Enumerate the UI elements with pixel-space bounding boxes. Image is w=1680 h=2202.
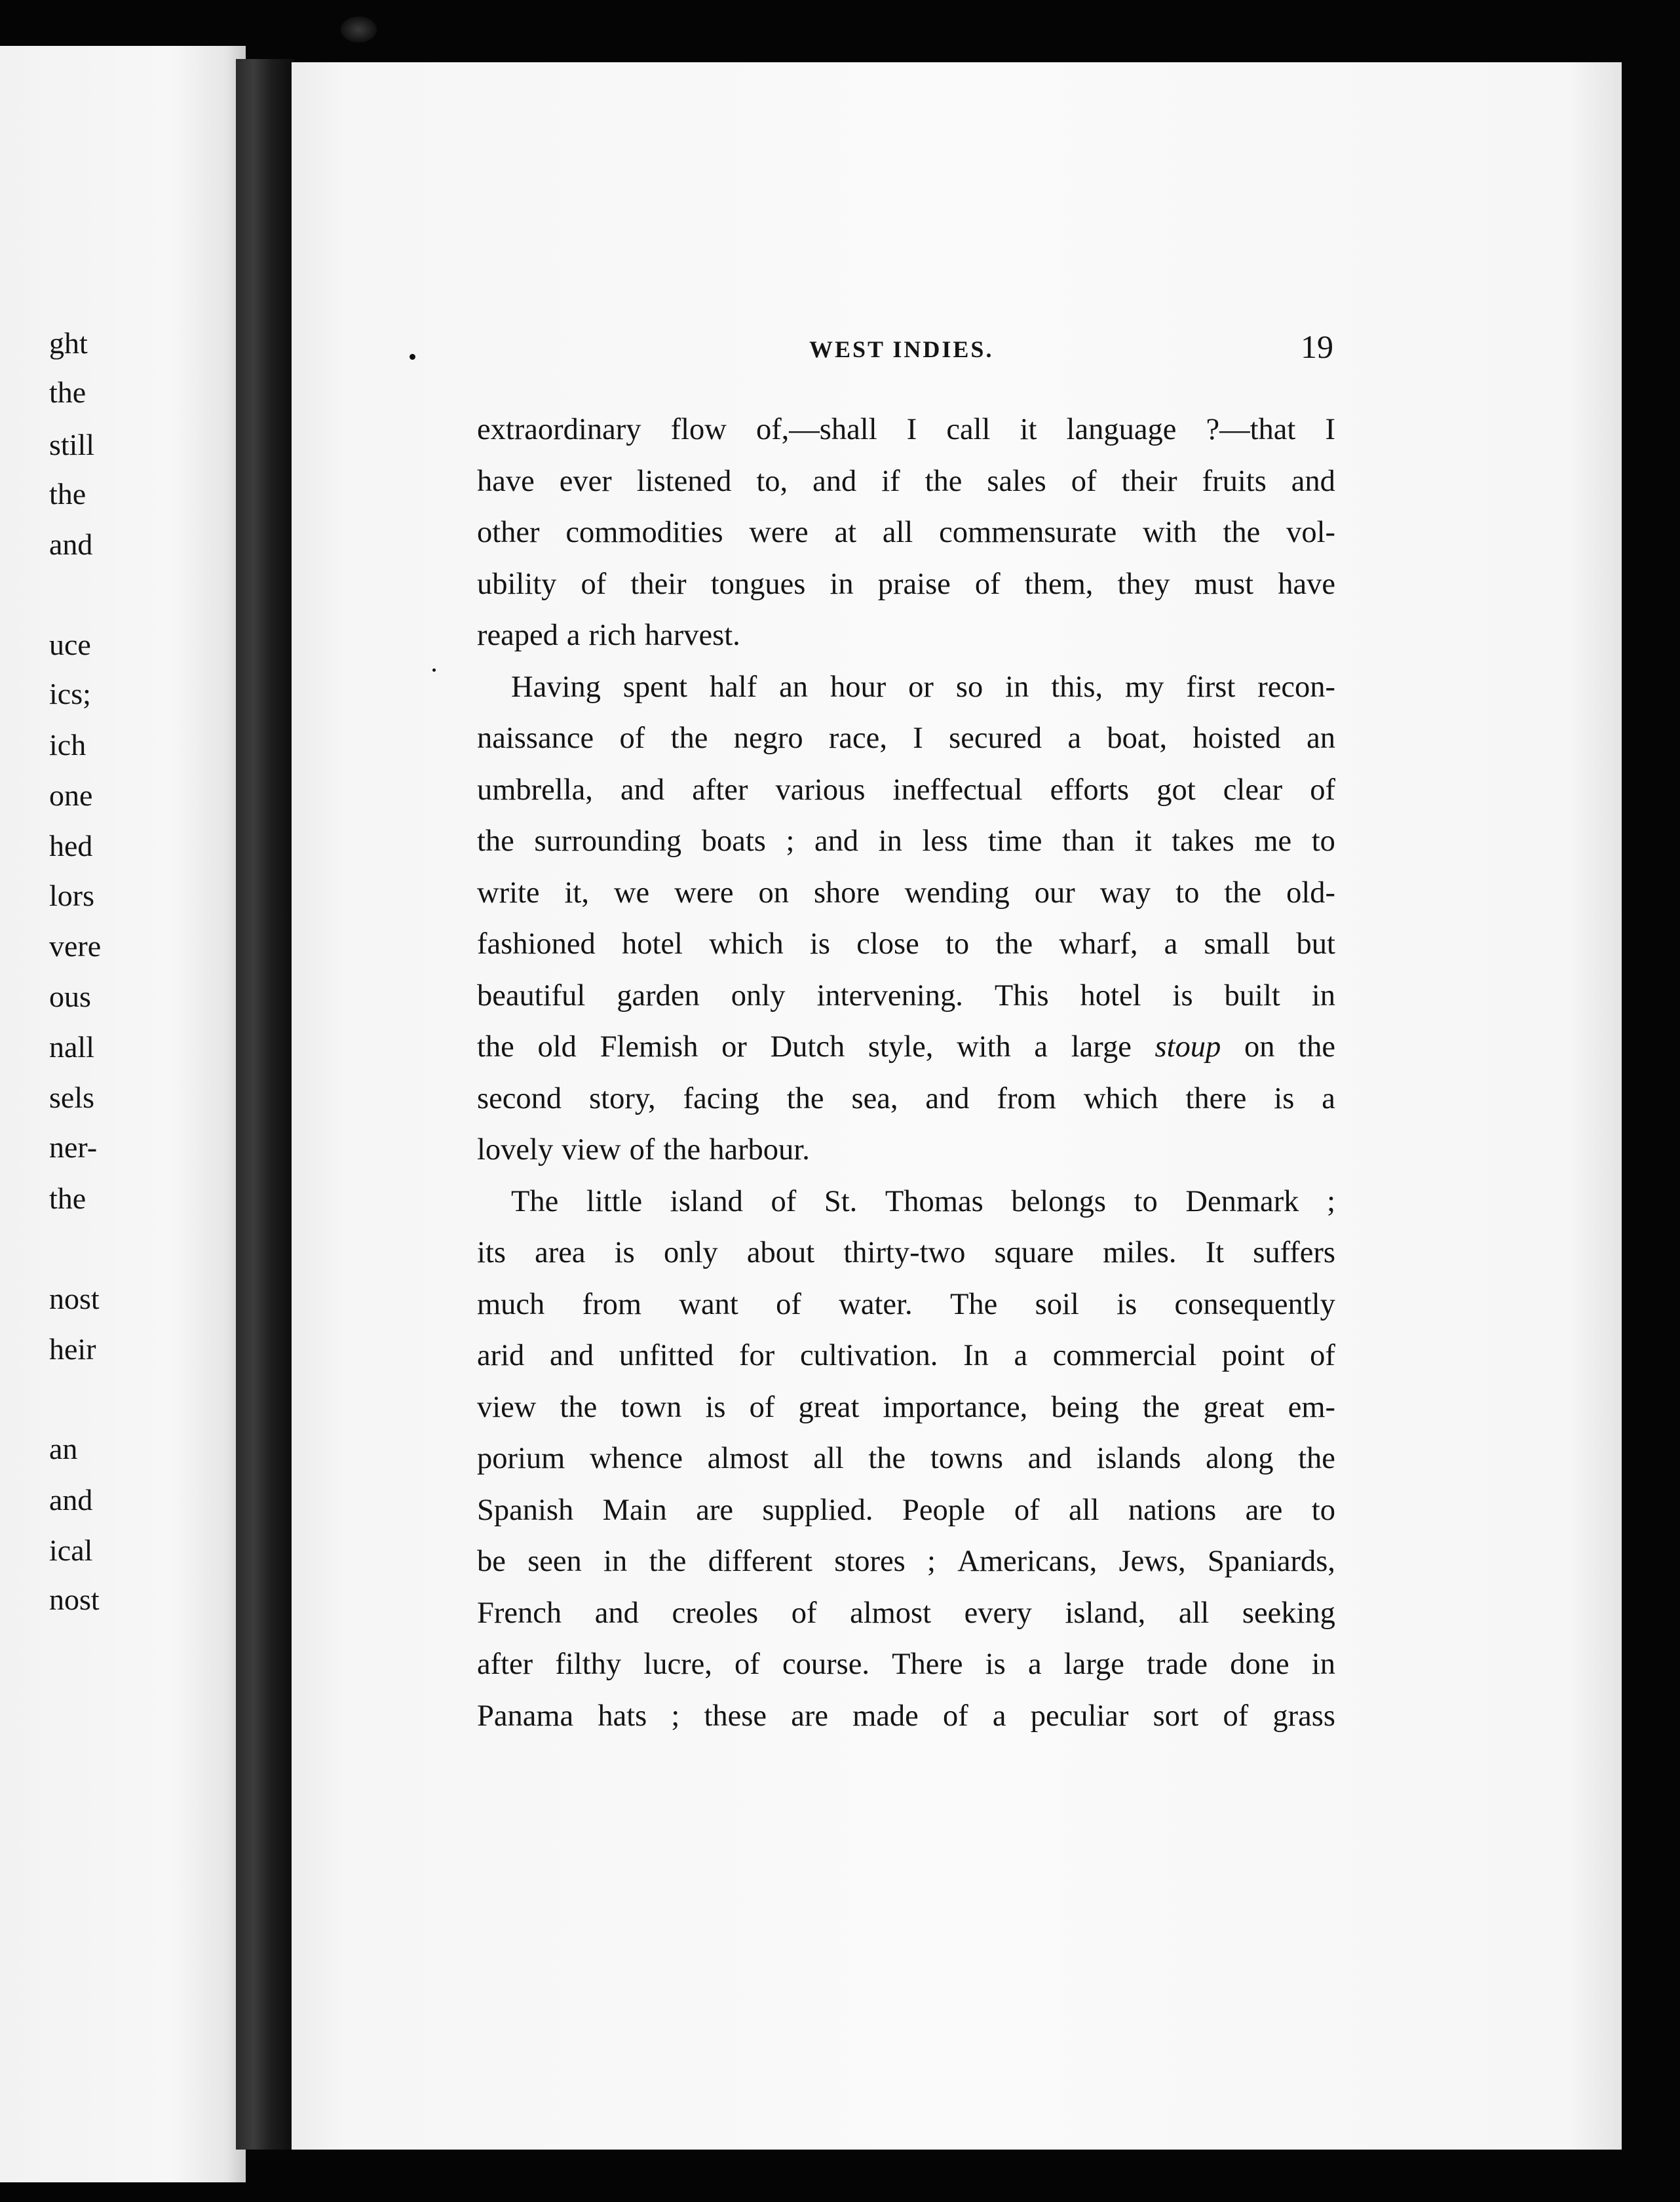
facing-page-fragment: the <box>49 477 86 511</box>
facing-page-fragment: and <box>49 528 93 561</box>
text-line: write it, we were on shore wending our way to the old- <box>477 876 1335 910</box>
facing-page-fragment: still <box>49 428 95 461</box>
facing-page-fragment: nost <box>49 1282 100 1315</box>
facing-page <box>0 46 246 2182</box>
text-line: The little island of St. Thomas belongs to Denmark ; <box>511 1184 1335 1218</box>
text-line: beautiful garden only intervening. This hotel is built in <box>477 978 1335 1013</box>
text-line: extraordinary flow of,—shall I call it language ?—that I <box>477 413 1335 446</box>
body-text <box>477 404 1335 1742</box>
facing-page-fragment: and <box>49 1483 93 1516</box>
facing-page-fragment: the <box>49 376 86 409</box>
facing-page-fragment: one <box>49 779 93 812</box>
facing-page-fragment: ous <box>49 980 91 1013</box>
facing-page-fragment: ner- <box>49 1130 98 1164</box>
text-line: its area is only about thirty-two square miles. It suffers <box>477 1236 1335 1269</box>
text-line: view the town is of great importance, being the great em- <box>477 1390 1335 1424</box>
book-page <box>292 62 1622 2150</box>
facing-page-fragment: heir <box>49 1332 96 1366</box>
text-line: much from want of water. The soil is consequently <box>477 1287 1335 1321</box>
facing-page-fragment: ical <box>49 1534 93 1567</box>
facing-page-fragment: uce <box>49 628 91 661</box>
text-line: Spanish Main are supplied. People of all nations are to <box>477 1493 1335 1527</box>
text-line: second story, facing the sea, and from which there is a <box>477 1081 1335 1115</box>
text-line: have ever listened to, and if the sales of their fruits and <box>477 464 1335 498</box>
facing-page-fragment: an <box>49 1432 78 1465</box>
text-line: arid and unfitted for cultivation. In a commercial point of <box>477 1339 1335 1372</box>
facing-page-fragment: vere <box>49 929 102 963</box>
book-gutter <box>236 59 295 2150</box>
scan-speck <box>410 354 415 360</box>
facing-page-fragment: hed <box>49 829 93 862</box>
text-line: Having spent half an hour or so in this, my first recon- <box>511 670 1335 704</box>
text-line: reaped a rich harvest. <box>477 619 740 652</box>
facing-page-fragment: sels <box>49 1081 94 1114</box>
facing-page-fragment: nall <box>49 1030 94 1064</box>
facing-page-fragment: lors <box>49 879 94 912</box>
text-line: French and creoles of almost every island, all seeking <box>477 1596 1335 1630</box>
text-line: lovely view of the harbour. <box>477 1133 810 1167</box>
text-line: ubility of their tongues in praise of them, they must have <box>477 567 1335 601</box>
facing-page-fragment: the <box>49 1182 86 1215</box>
running-head: WEST INDIES. <box>809 336 994 362</box>
facing-page-fragment: ich <box>49 728 86 762</box>
text-line: after filthy lucre, of course. There is a large trade done in <box>477 1648 1335 1681</box>
text-line: the surrounding boats ; and in less time than it takes me to <box>477 824 1335 858</box>
text-line: naissance of the negro race, I secured a boat, hoisted an <box>477 722 1335 755</box>
facing-page-fragment: ght <box>49 326 88 360</box>
facing-page-fragment: ics; <box>49 677 91 710</box>
facing-page-fragment: nost <box>49 1583 100 1616</box>
scan-speck <box>432 668 436 672</box>
text-line: umbrella, and after various ineffectual efforts got clear of <box>477 773 1335 807</box>
text-line: be seen in the different stores ; Americans, Jews, Spaniards, <box>477 1545 1335 1578</box>
text-line: porium whence almost all the towns and islands along the <box>477 1442 1335 1475</box>
text-line: other commodities were at all commensurate with the vol- <box>477 516 1335 549</box>
page-number: 19 <box>1301 328 1333 365</box>
text-line: the old Flemish or Dutch style, with a large stoup on the <box>477 1030 1335 1064</box>
text-line: fashioned hotel which is close to the wharf, a small but <box>477 927 1335 961</box>
text-line: Panama hats ; these are made of a peculiar sort of grass <box>477 1699 1335 1733</box>
scan-blemish <box>341 16 377 43</box>
